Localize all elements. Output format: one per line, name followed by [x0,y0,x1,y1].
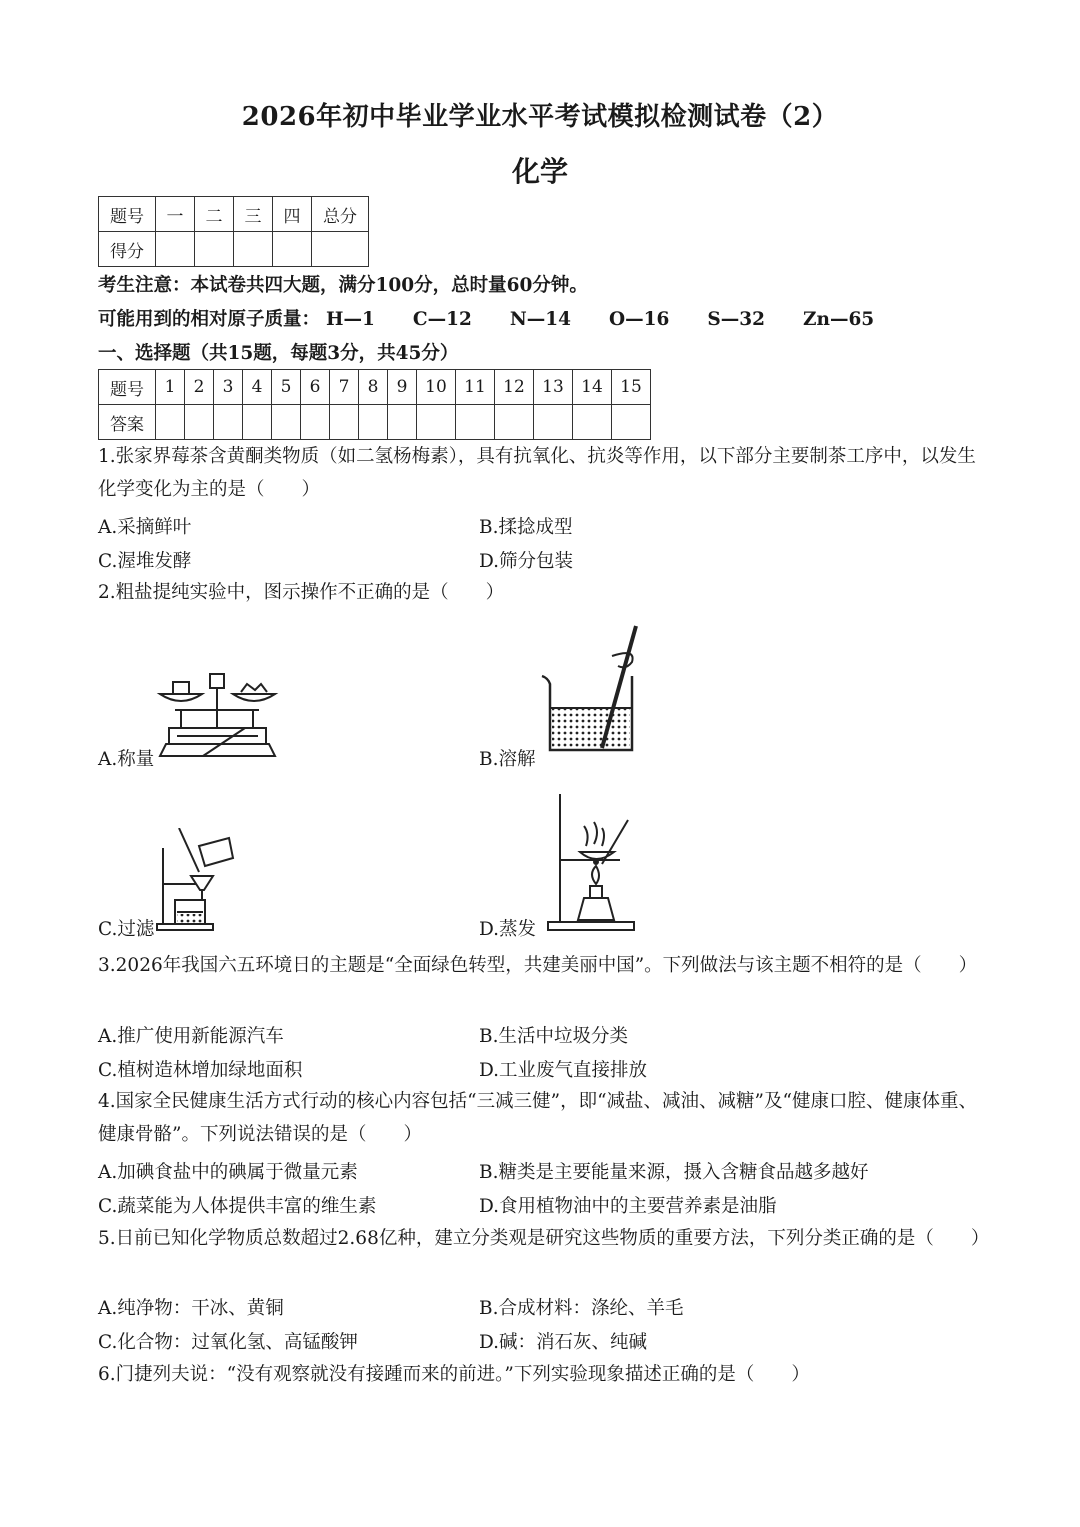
answer-header-number: 4 [243,370,272,405]
question-5-option-c: C.化合物：过氧化氢、高锰酸钾 [98,1332,358,1353]
question-2-option-d: D.蒸发 [479,919,537,940]
answer-header-number: 13 [534,370,573,405]
answer-cell[interactable] [185,405,214,440]
atomic-masses [98,305,912,331]
answer-header-number: 12 [495,370,534,405]
question-3-option-b: B.生活中垃圾分类 [479,1026,628,1047]
answer-row-label: 答案 [99,405,156,440]
answer-cell[interactable] [359,405,388,440]
question-1-stem: 1.张家界莓茶含黄酮类物质（如二氢杨梅素），具有抗氧化、抗炎等作用，以下部分主要制茶工序中，以发生化学变化为主的是（ ） [98,446,976,500]
answer-header-number: 15 [612,370,651,405]
score-cell[interactable] [156,232,195,267]
score-header-total: 总分 [312,197,369,232]
question-3-option-a: A.推广使用新能源汽车 [98,1026,284,1047]
question-4-option-a: A.加碘食盐中的碘属于微量元素 [98,1162,358,1183]
answer-cell[interactable] [272,405,301,440]
score-header-1: 一 [156,197,195,232]
atomic-masses-label: 可能用到的相对原子质量： [98,309,321,330]
answer-cell[interactable] [534,405,573,440]
score-row-label: 得分 [99,232,156,267]
question-3-option-c: C.植树造林增加绿地面积 [98,1060,303,1081]
answer-cell[interactable] [330,405,359,440]
beaker-stirring-icon [538,622,648,757]
atomic-mass-item: C—12 [412,309,472,330]
question-2-option-a: A.称量 [98,749,155,770]
answer-cell[interactable] [156,405,185,440]
question-5-stem: 5.日前已知化学物质总数超过2.68亿种，建立分类观是研究这些物质的重要方法，下列分类正确的是（ ） [98,1228,990,1249]
answer-header-number: 5 [272,370,301,405]
answer-cell[interactable] [417,405,456,440]
atomic-mass-item: S—32 [707,309,765,330]
answer-header-number: 10 [417,370,456,405]
subject-title: 化学 [511,155,568,188]
question-5-option-a: A.纯净物：干冰、黄铜 [98,1298,284,1319]
answer-header-label: 题号 [99,370,156,405]
answer-cell[interactable] [214,405,243,440]
atomic-mass-item: O—16 [609,309,670,330]
atomic-mass-item: H—1 [326,309,375,330]
balance-icon [155,668,280,763]
answer-cell[interactable] [573,405,612,440]
answer-header-number: 3 [214,370,243,405]
answer-header-number: 14 [573,370,612,405]
question-2-stem: 2.粗盐提纯实验中，图示操作不正确的是（ ） [98,582,505,603]
exam-title: 2026年初中毕业学业水平考试模拟检测试卷（2） [241,102,839,132]
filtration-icon [155,828,240,933]
section-heading: 一、选择题（共15题，每题3分，共45分） [98,343,459,364]
question-1-option-b: B.揉捻成型 [479,517,573,538]
question-4-stem: 4.国家全民健康生活方式行动的核心内容包括“三减三健”，即“减盐、减油、减糖”及“健康口腔、健康体重、健康骨骼”。下列说法错误的是（ ） [98,1091,977,1145]
answer-cell[interactable] [495,405,534,440]
answer-cell[interactable] [612,405,651,440]
evaporation-icon [538,790,638,935]
score-header-3: 三 [234,197,273,232]
atomic-mass-item: N—14 [509,309,571,330]
answer-table [98,369,651,440]
score-cell[interactable] [312,232,369,267]
score-header-label: 题号 [99,197,156,232]
question-4-option-c: C.蔬菜能为人体提供丰富的维生素 [98,1196,377,1217]
score-table [98,196,369,267]
question-1-option-c: C.渥堆发酵 [98,551,192,572]
question-3-stem: 3.2026年我国六五环境日的主题是“全面绿色转型，共建美丽中国”。下列做法与该主题不相符的是（ ） [98,955,978,976]
answer-header-number: 11 [456,370,495,405]
score-header-2: 二 [195,197,234,232]
answer-header-number: 6 [301,370,330,405]
atomic-mass-item: Zn—65 [802,309,875,330]
answer-header-number: 1 [156,370,185,405]
score-cell[interactable] [195,232,234,267]
question-6-stem: 6.门捷列夫说：“没有观察就没有接踵而来的前进。”下列实验现象描述正确的是（ ） [98,1364,810,1385]
answer-cell[interactable] [388,405,417,440]
score-cell[interactable] [234,232,273,267]
score-cell[interactable] [273,232,312,267]
answer-header-number: 9 [388,370,417,405]
answer-header-number: 8 [359,370,388,405]
question-1-option-a: A.采摘鲜叶 [98,517,192,538]
answer-cell[interactable] [301,405,330,440]
question-5-option-b: B.合成材料：涤纶、羊毛 [479,1298,684,1319]
answer-header-number: 7 [330,370,359,405]
question-4-option-b: B.糖类是主要能量来源，摄入含糖食品越多越好 [479,1162,869,1183]
question-5-option-d: D.碱：消石灰、纯碱 [479,1332,648,1353]
exam-notice: 考生注意：本试卷共四大题，满分100分，总时量60分钟。 [98,275,588,296]
question-1-option-d: D.筛分包装 [479,551,574,572]
question-3-option-d: D.工业废气直接排放 [479,1060,648,1081]
answer-header-number: 2 [185,370,214,405]
answer-cell[interactable] [243,405,272,440]
answer-cell[interactable] [456,405,495,440]
question-4-option-d: D.食用植物油中的主要营养素是油脂 [479,1196,777,1217]
question-2-option-c: C.过滤 [98,919,155,940]
question-2-option-b: B.溶解 [479,749,536,770]
score-header-4: 四 [273,197,312,232]
